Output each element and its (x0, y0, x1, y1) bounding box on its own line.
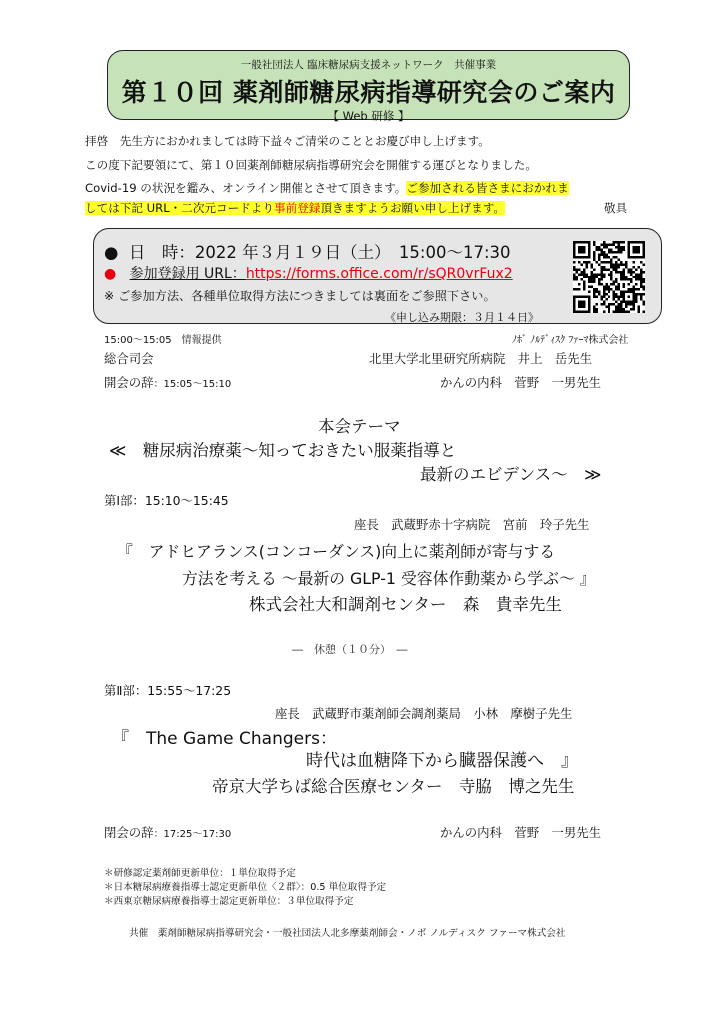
mc-name: 北里大学北里研究所病院 井上 岳先生 (369, 351, 593, 366)
event-datetime: 日 時：2022 年３月１９日（土） 15:00～17:30 (128, 243, 511, 262)
intro-line-2: この度下記要領にて、第１０回薬剤師糖尿病指導研究会を開催する運びとなりました。 (85, 158, 537, 172)
part2-title-2: 時代は血糖降下から臓器保護へ 』 (306, 751, 578, 771)
footnote-3: ＊西東京糖尿病療養指導士認定更新単位：３単位取得予定 (104, 896, 354, 907)
footnote-1: ＊研修認定薬剤師更新単位：１単位取得予定 (104, 868, 296, 879)
closing-name: かんの内科 菅野 一男先生 (440, 825, 602, 840)
theme-line-1: ≪ 糖尿病治療薬～知っておきたい服薬指導と (109, 441, 457, 460)
intro-highlight-2 (85, 201, 505, 215)
info-note: ※ ご参加方法、各種単位取得方法につきましては裏面をご参照下さい。 (104, 289, 496, 303)
part2-chair: 座長 武蔵野市薬剤師会調剤薬局 小林 摩樹子先生 (275, 706, 573, 721)
closing-remarks (104, 823, 231, 841)
closing-word: 敬具 (604, 201, 628, 215)
part1-time: 第Ⅰ部：15:10～15:45 (104, 493, 229, 508)
intro-line-1: 拝啓 先生方におかれましては時下益々ご清栄のこととお慶び申し上げます。 (85, 134, 490, 148)
theme-line-2: 最新のエビデンス～ ≫ (420, 465, 602, 484)
organizer-line: 一般社団法人 臨床糖尿病支援ネットワーク 共催事業 (240, 59, 497, 71)
theme-heading: 本会テーマ (318, 417, 401, 436)
url-label: 参加登録用 URL： (129, 266, 246, 282)
registration-url-link[interactable]: https://forms.office.com/r/sQR0vrFux2 (245, 266, 513, 282)
part1-title-2: 方法を考える ～最新の GLP-1 受容体作動薬から学ぶ～ 』 (182, 569, 596, 588)
info-session-company: ﾉﾎﾞ ﾉﾙﾃﾞｨｽｸ ﾌｧｰﾏ株式会社 (512, 335, 629, 346)
url-line (104, 263, 513, 283)
part1-speaker: 株式会社大和調剤センター 森 貴幸先生 (249, 595, 562, 614)
intro-highlight-2b: 頂きますようお願い申し上げます。 (320, 201, 505, 215)
intro-highlight-1: ご参加される皆さまにおかれま (406, 181, 569, 195)
break-label: ― 休憩（１０分） ― (292, 643, 408, 656)
footnote-2: ＊日本糖尿病療養指導士認定更新単位〈２群〉：0.5 単位取得予定 (104, 882, 387, 893)
part2-speaker: 帝京大学ちば総合医療センター 寺脇 博之先生 (212, 777, 575, 796)
pre-registration-text: 事前登録 (274, 201, 321, 215)
bullet-icon: ● (104, 243, 119, 262)
opening-remarks (104, 373, 231, 391)
closing-time: ：17:25～17:30 (153, 829, 232, 840)
format-label: 【 Web 研修 】 (327, 109, 410, 123)
intro-line-3-text: Covid-19 の状況を鑑み、オンライン開催とさせて頂きます。 (85, 181, 407, 195)
intro-line-4 (85, 200, 505, 216)
sponsor-line: 共催 薬剤師糖尿病指導研究会・一般社団法人北多摩薬剤師会・ノボ ノルディスク ファーマ株式会社 (129, 928, 566, 939)
page-title: 第１０回 薬剤師糖尿病指導研究会のご案内 (121, 78, 616, 107)
deadline: 《申し込み期限：３月１４日》 (385, 311, 539, 324)
mc-label: 総合司会 (104, 351, 154, 366)
bullet-red-icon: ● (104, 266, 117, 282)
part2-time: 第Ⅱ部：15:55～17:25 (104, 683, 232, 698)
intro-highlight-2a: しては下記 URL・二次元コードより (85, 201, 274, 215)
datetime-line (104, 239, 511, 263)
opening-time: ：15:05～15:10 (153, 379, 232, 390)
intro-line-3 (85, 180, 569, 196)
part1-chair: 座長 武蔵野赤十字病院 宮前 玲子先生 (354, 517, 590, 532)
part1-title-1: 『 アドヒアランス(コンコーダンス)向上に薬剤師が寄与する (117, 542, 556, 561)
closing-label: 閉会の辞 (104, 825, 154, 840)
part2-title-1: 『 The Game Changers： (112, 729, 337, 749)
qr-code-icon[interactable] (573, 241, 645, 313)
opening-name: かんの内科 菅野 一男先生 (440, 375, 602, 390)
info-session-time: 15:00～15:05 情報提供 (104, 335, 222, 346)
opening-label: 開会の辞 (104, 375, 154, 390)
